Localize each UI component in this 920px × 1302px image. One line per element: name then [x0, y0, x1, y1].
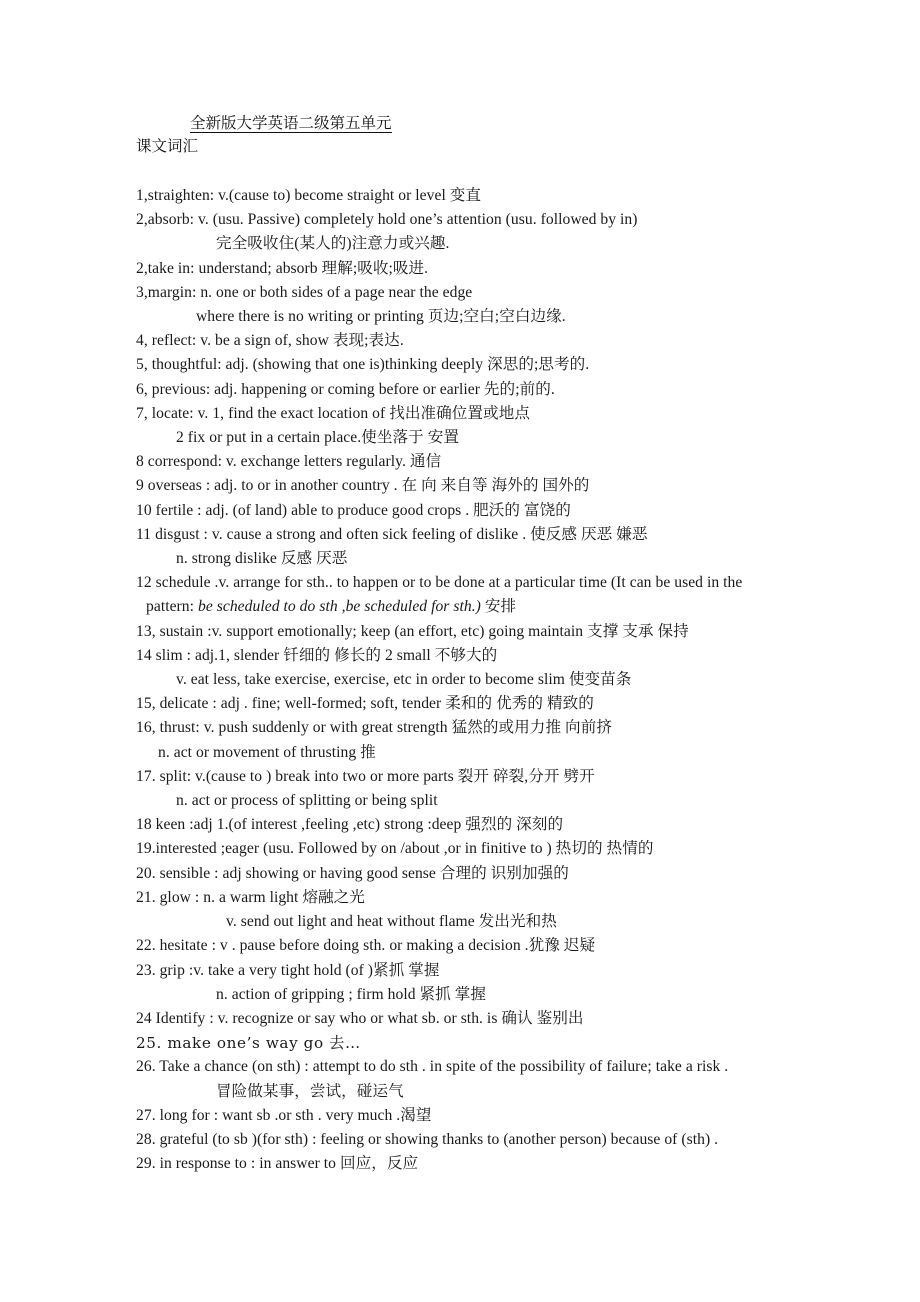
entry-24-identify [136, 1007, 876, 1031]
entry-line-tail: 安排 [480, 598, 517, 616]
entry-4-reflect [136, 329, 876, 353]
entry-line: 29. in response to : in answer to 回应，反应 [136, 1155, 419, 1173]
entry-line: n. act or movement of thrusting 推 [158, 743, 376, 761]
page-title [136, 112, 876, 134]
entry-12-schedule [136, 571, 876, 619]
entry-line: 19.interested ;eager (usu. Followed by on /about ,or in finitive to ) 热切的 热情的 [136, 840, 654, 858]
entry-14-slim [136, 644, 876, 692]
document-body [136, 112, 876, 1176]
entry-line: 21. glow : n. a warm light 熔融之光 [136, 888, 365, 906]
entry-line: 24 Identify : v. recognize or say who or what sb. or sth. is 确认 鉴别出 [136, 1009, 584, 1027]
entry-6-previous [136, 378, 876, 402]
entry-2-absorb [136, 208, 876, 256]
entry-line: 28. grateful (to sb )(for sth) : feeling or showing thanks to (another person) because of (sth) . [136, 1130, 719, 1148]
entry-line: 23. grip :v. take a very tight hold (of )紧抓 掌握 [136, 961, 440, 979]
entry-16-thrust [136, 716, 876, 764]
page-title-text: 全新版大学英语二级第五单元 [190, 114, 392, 132]
entry-line: 1,straighten: v.(cause to) become straight or level 变直 [136, 187, 482, 204]
entry-line: n. act or process of splitting or being split [176, 792, 438, 810]
entry-20-sensible [136, 862, 876, 886]
entry-line: 16, thrust: v. push suddenly or with great strength 猛然的或用力推 向前挤 [136, 719, 612, 737]
entry-line: 4, reflect: v. be a sign of, show 表现;表达. [136, 332, 404, 350]
entry-line: pattern: be scheduled to do sth ,be scheduled for sth.) 安排 [146, 598, 517, 616]
entry-line: 13, sustain :v. support emotionally; keep (an effort, etc) going maintain 支撑 支承 保持 [136, 622, 689, 640]
entry-line: 完全吸收住(某人的)注意力或兴趣. [216, 235, 450, 253]
entry-line: 9 overseas : adj. to or in another country . 在 向 来自等 海外的 国外的 [136, 477, 590, 495]
entry-line: 3,margin: n. one or both sides of a page near the edge [136, 283, 473, 301]
entry-line: 5, thoughtful: adj. (showing that one is)thinking deeply 深思的;思考的. [136, 356, 590, 374]
entry-line: 14 slim : adj.1, slender 钎细的 修长的 2 small 不够大的 [136, 646, 498, 664]
entry-pattern-italic: be scheduled to do sth ,be scheduled for sth.) [197, 598, 481, 616]
entry-18-keen [136, 813, 876, 837]
entry-17-split [136, 765, 876, 813]
entry-7-locate [136, 402, 876, 450]
entry-15-delicate [136, 692, 876, 716]
entry-line: 2 fix or put in a certain place.使坐落于 安置 [176, 429, 459, 447]
vocabulary-list [136, 184, 876, 1176]
entry-9-overseas [136, 474, 876, 498]
entry-5-thoughtful [136, 353, 876, 377]
entry-8-correspond [136, 450, 876, 474]
entry-19-interested [136, 837, 876, 861]
entry-line: n. action of gripping ; firm hold 紧抓 掌握 [216, 985, 487, 1003]
page-subtitle: 课文词汇 [136, 137, 199, 155]
entry-line: 2,absorb: v. (usu. Passive) completely hold one’s attention (usu. followed by in) [136, 211, 638, 229]
entry-27-long-for [136, 1104, 876, 1128]
entry-line: 冒险做某事，尝试，碰运气 [216, 1082, 404, 1100]
entry-line: 6, previous: adj. happening or coming before or earlier 先的;前的. [136, 380, 555, 398]
entry-21-glow [136, 886, 876, 934]
entry-line: 8 correspond: v. exchange letters regularly. 通信 [136, 453, 442, 471]
entry-1-straighten [136, 184, 876, 208]
entry-29-in-response-to [136, 1152, 876, 1176]
entry-line: 18 keen :adj 1.(of interest ,feeling ,etc) strong :deep 强烈的 深刻的 [136, 816, 564, 834]
entry-line: 2,take in: understand; absorb 理解;吸收;吸进. [136, 259, 429, 277]
entry-line: where there is no writing or printing 页边;空白;空白边缘. [196, 308, 566, 326]
entry-line: 20. sensible : adj showing or having good sense 合理的 识别加强的 [136, 864, 569, 882]
entry-3-margin [136, 281, 876, 329]
entry-line: v. eat less, take exercise, exercise, etc in order to become slim 使变苗条 [176, 671, 632, 689]
entry-line: 27. long for : want sb .or sth . very much .渴望 [136, 1106, 432, 1124]
entry-line: 26. Take a chance (on sth) : attempt to do sth . in spite of the possibility of failure; take a risk . [136, 1058, 729, 1076]
entry-line: n. strong dislike 反感 厌恶 [176, 550, 348, 568]
entry-13-sustain [136, 620, 876, 644]
entry-2-take-in [136, 257, 876, 281]
entry-line: 7, locate: v. 1, find the exact location of 找出准确位置或地点 [136, 404, 530, 422]
entry-line: 11 disgust : v. cause a strong and often sick feeling of dislike . 使反感 厌恶 嫌恶 [136, 525, 648, 543]
entry-11-disgust [136, 523, 876, 571]
entry-23-grip [136, 959, 876, 1007]
entry-line: 22. hesitate : v . pause before doing sth. or making a decision .犹豫 迟疑 [136, 937, 596, 955]
entry-line: 10 fertile : adj. (of land) able to produce good crops . 肥沃的 富饶的 [136, 501, 571, 519]
entry-22-hesitate [136, 934, 876, 958]
entry-line: 12 schedule .v. arrange for sth.. to happen or to be done at a particular time (It can be used in the [136, 574, 743, 592]
entry-line: 17. split: v.(cause to ) break into two or more parts 裂开 碎裂,分开 劈开 [136, 767, 595, 785]
entry-line: v. send out light and heat without flame 发出光和热 [226, 913, 557, 931]
entry-line: 15, delicate : adj . fine; well-formed; soft, tender 柔和的 优秀的 精致的 [136, 695, 594, 713]
entry-25-make-ones-way [136, 1031, 876, 1055]
entry-10-fertile [136, 499, 876, 523]
entry-line: 25. make one’s way go 去… [136, 1034, 361, 1053]
entry-28-grateful [136, 1128, 876, 1152]
entry-26-take-a-chance [136, 1055, 876, 1103]
